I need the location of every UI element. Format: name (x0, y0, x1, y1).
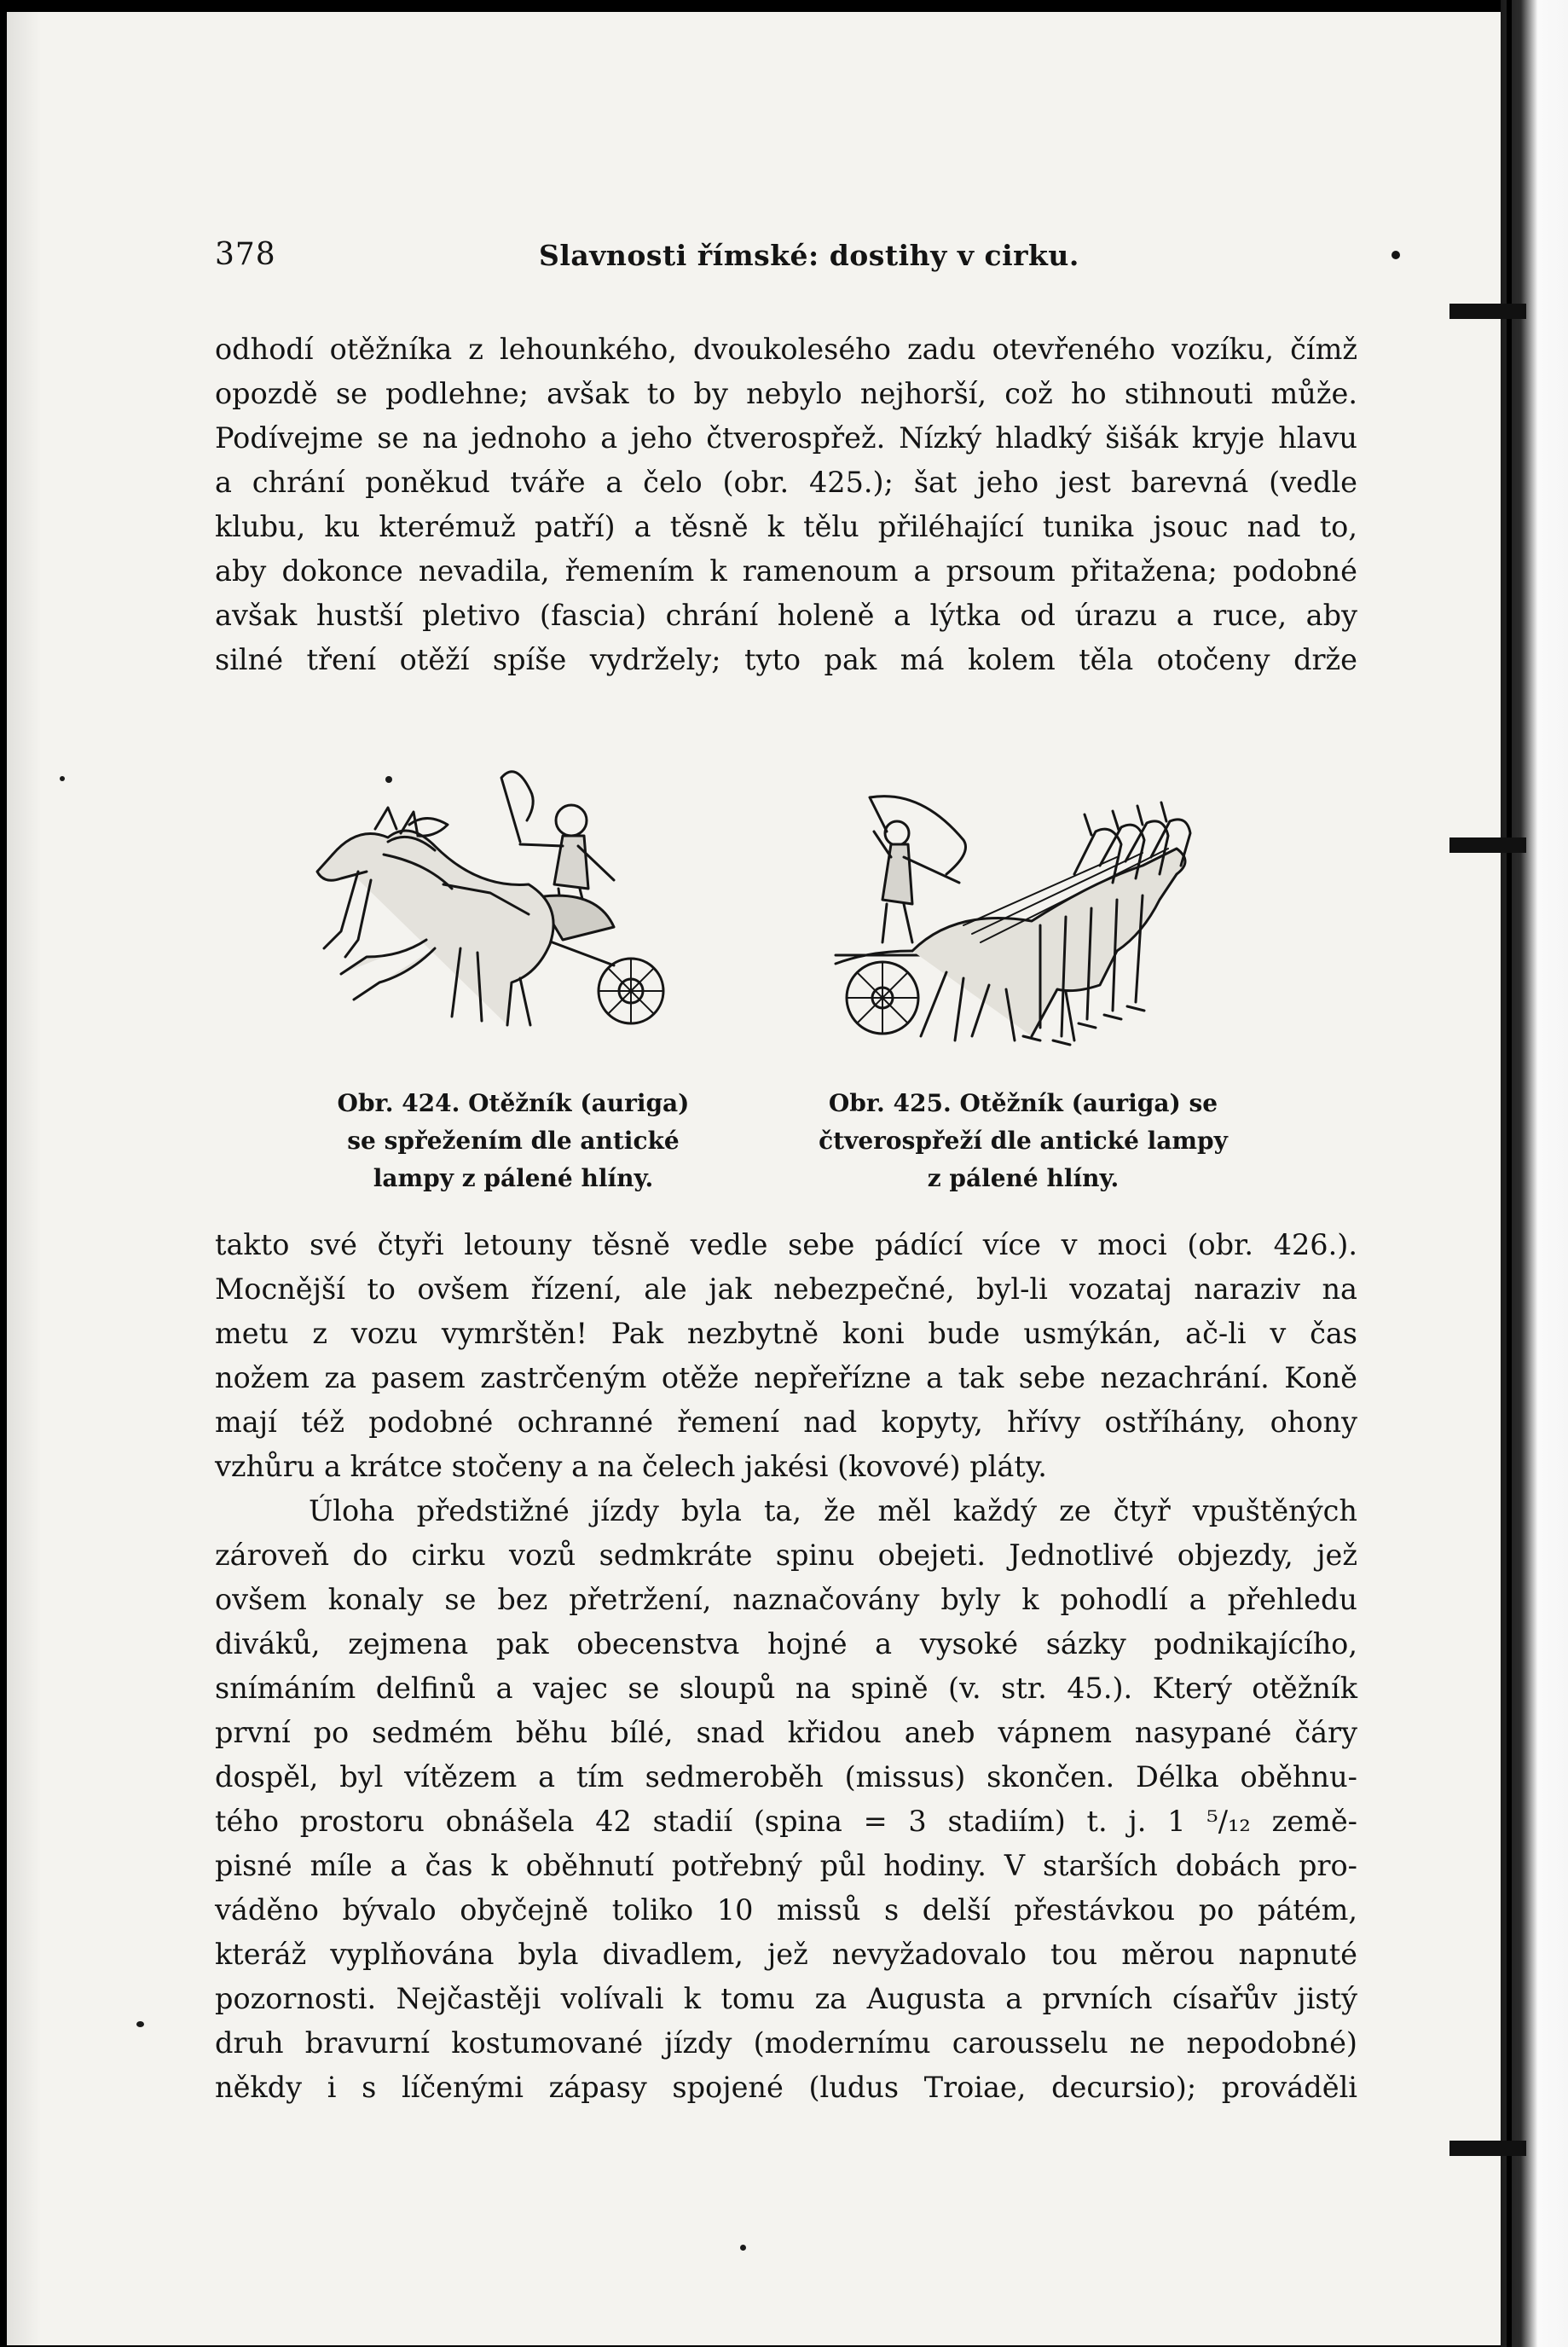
page-header (215, 237, 1357, 280)
caption-line: Obr. 424. Otěžník (auriga) (337, 1089, 690, 1117)
text-line: opozdě se podlehne; avšak to by nebylo nejhorší, což ho stihnouti může. (215, 377, 1357, 410)
caption-line: lampy z pálené hlíny. (373, 1164, 654, 1192)
figure-425-illustration (819, 780, 1211, 1070)
text-line: takto své čtyři letouny těsně vedle sebe pádící více v moci (obr. 426.). (215, 1228, 1357, 1261)
text-line: dospěl, byl vítězem a tím sedmeroběh (missus) skončen. Délka oběhnu- (215, 1760, 1357, 1794)
text-line: zároveň do cirku vozů sedmkráte spinu obejeti. Jednotlivé objezdy, jež (215, 1539, 1357, 1572)
text-line: metu z vozu vymrštěn! Pak nezbytně koni bude usmýkán, ač-li v čas (215, 1317, 1357, 1350)
text-line: druh bravurní kostumované jízdy (modernímu carousselu ne nepodobné) (215, 2026, 1357, 2060)
text-line: kteráž vyplňována byla divadlem, jež nevyžadovalo tou měrou napnuté (215, 1938, 1357, 1971)
page-edge-line (1507, 0, 1512, 2347)
text-line: a chrání poněkud tváře a čelo (obr. 425.); šat jeho jest barevná (vedle (215, 466, 1357, 499)
text-line: tého prostoru obnášela 42 stadií (spina = 3 stadiím) t. j. 1 ⁵/₁₂ země- (215, 1805, 1357, 1838)
figure-425-caption (801, 1085, 1245, 1197)
ink-speck (740, 2245, 746, 2251)
ink-speck (1392, 251, 1400, 259)
text-line: odhodí otěžníka z lehounkého, dvoukolesého zadu otevřeného vozíku, čímž (215, 333, 1357, 366)
text-line: avšak hustší pletivo (fascia) chrání holeně a lýtka od úrazu a ruce, aby (215, 599, 1357, 632)
binding-clip (1449, 2141, 1526, 2156)
text-line: pozornosti. Nejčastěji volívali k tomu za Augusta a prvních císařův jistý (215, 1982, 1357, 2015)
text-line: Mocnější to ovšem řízení, ale jak nebezpečné, byl-li vozataj naraziv na (215, 1272, 1357, 1306)
text-line: klubu, ku kterémuž patří) a těsně k tělu přiléhající tunika jsouc nad to, (215, 510, 1357, 543)
text-line: pisné míle a čas k oběhnutí potřebný půl hodiny. V starších dobách pro- (215, 1849, 1357, 1882)
caption-line: z pálené hlíny. (927, 1164, 1120, 1192)
figure-424-illustration (307, 744, 708, 1059)
page-number: 378 (215, 237, 276, 272)
text-line: diváků, zejmena pak obecenstva hojné a vysoké sázky podnikajícího, (215, 1627, 1357, 1660)
text-line: nožem za pasem zastrčeným otěže nepřeřízne a tak sebe nezachrání. Koně (215, 1361, 1357, 1394)
text-line: vzhůru a krátce stočeny a na čelech jakési (kovové) pláty. (215, 1450, 1047, 1483)
figure-424-caption (292, 1085, 735, 1197)
caption-line: Obr. 425. Otěžník (auriga) se (828, 1089, 1218, 1117)
binding-clip (1449, 304, 1526, 319)
text-line: Podívejme se na jednoho a jeho čtverospřež. Nízký hladký šišák kryje hlavu (215, 421, 1357, 455)
text-line: silné tření otěží spíše vydržely; tyto pak má kolem těla otočeny drže (215, 643, 1357, 676)
ink-speck (60, 776, 65, 781)
text-line: první po sedmém běhu bílé, snad křidou aneb vápnem nasypané čáry (215, 1716, 1357, 1749)
text-line: váděno bývalo obyčejně toliko 10 missů s delší přestávkou po pátém, (215, 1893, 1357, 1927)
ink-speck (136, 2021, 144, 2027)
text-line: Úloha předstižné jízdy byla ta, že měl každý ze čtyř vpuštěných (309, 1494, 1357, 1527)
caption-line: čtverospřeží dle antické lampy (819, 1127, 1228, 1155)
text-line: ovšem konaly se bez přetržení, naznačovány byly k pohodlí a přehledu (215, 1583, 1357, 1616)
paragraph (215, 1223, 1357, 2110)
running-title: Slavnosti římské: dostihy v cirku. (539, 239, 1079, 272)
page-gutter-shadow (7, 12, 41, 2345)
paragraph (215, 327, 1357, 682)
binding-clip (1449, 837, 1526, 853)
ink-speck (385, 776, 392, 783)
caption-line: se spřežením dle antické (347, 1127, 680, 1155)
text-line: snímáním delfinů a vajec se sloupů na spině (v. str. 45.). Který otěžník (215, 1672, 1357, 1705)
text-line: mají též podobné ochranné řemení nad kopyty, hřívy ostříhány, ohony (215, 1405, 1357, 1439)
text-line: aby dokonce nevadila, řemením k ramenoum a prsoum přitažena; podobné (215, 554, 1357, 588)
text-line: někdy i s líčenými zápasy spojené (ludus Troiae, decursio); prováděli (215, 2071, 1357, 2104)
